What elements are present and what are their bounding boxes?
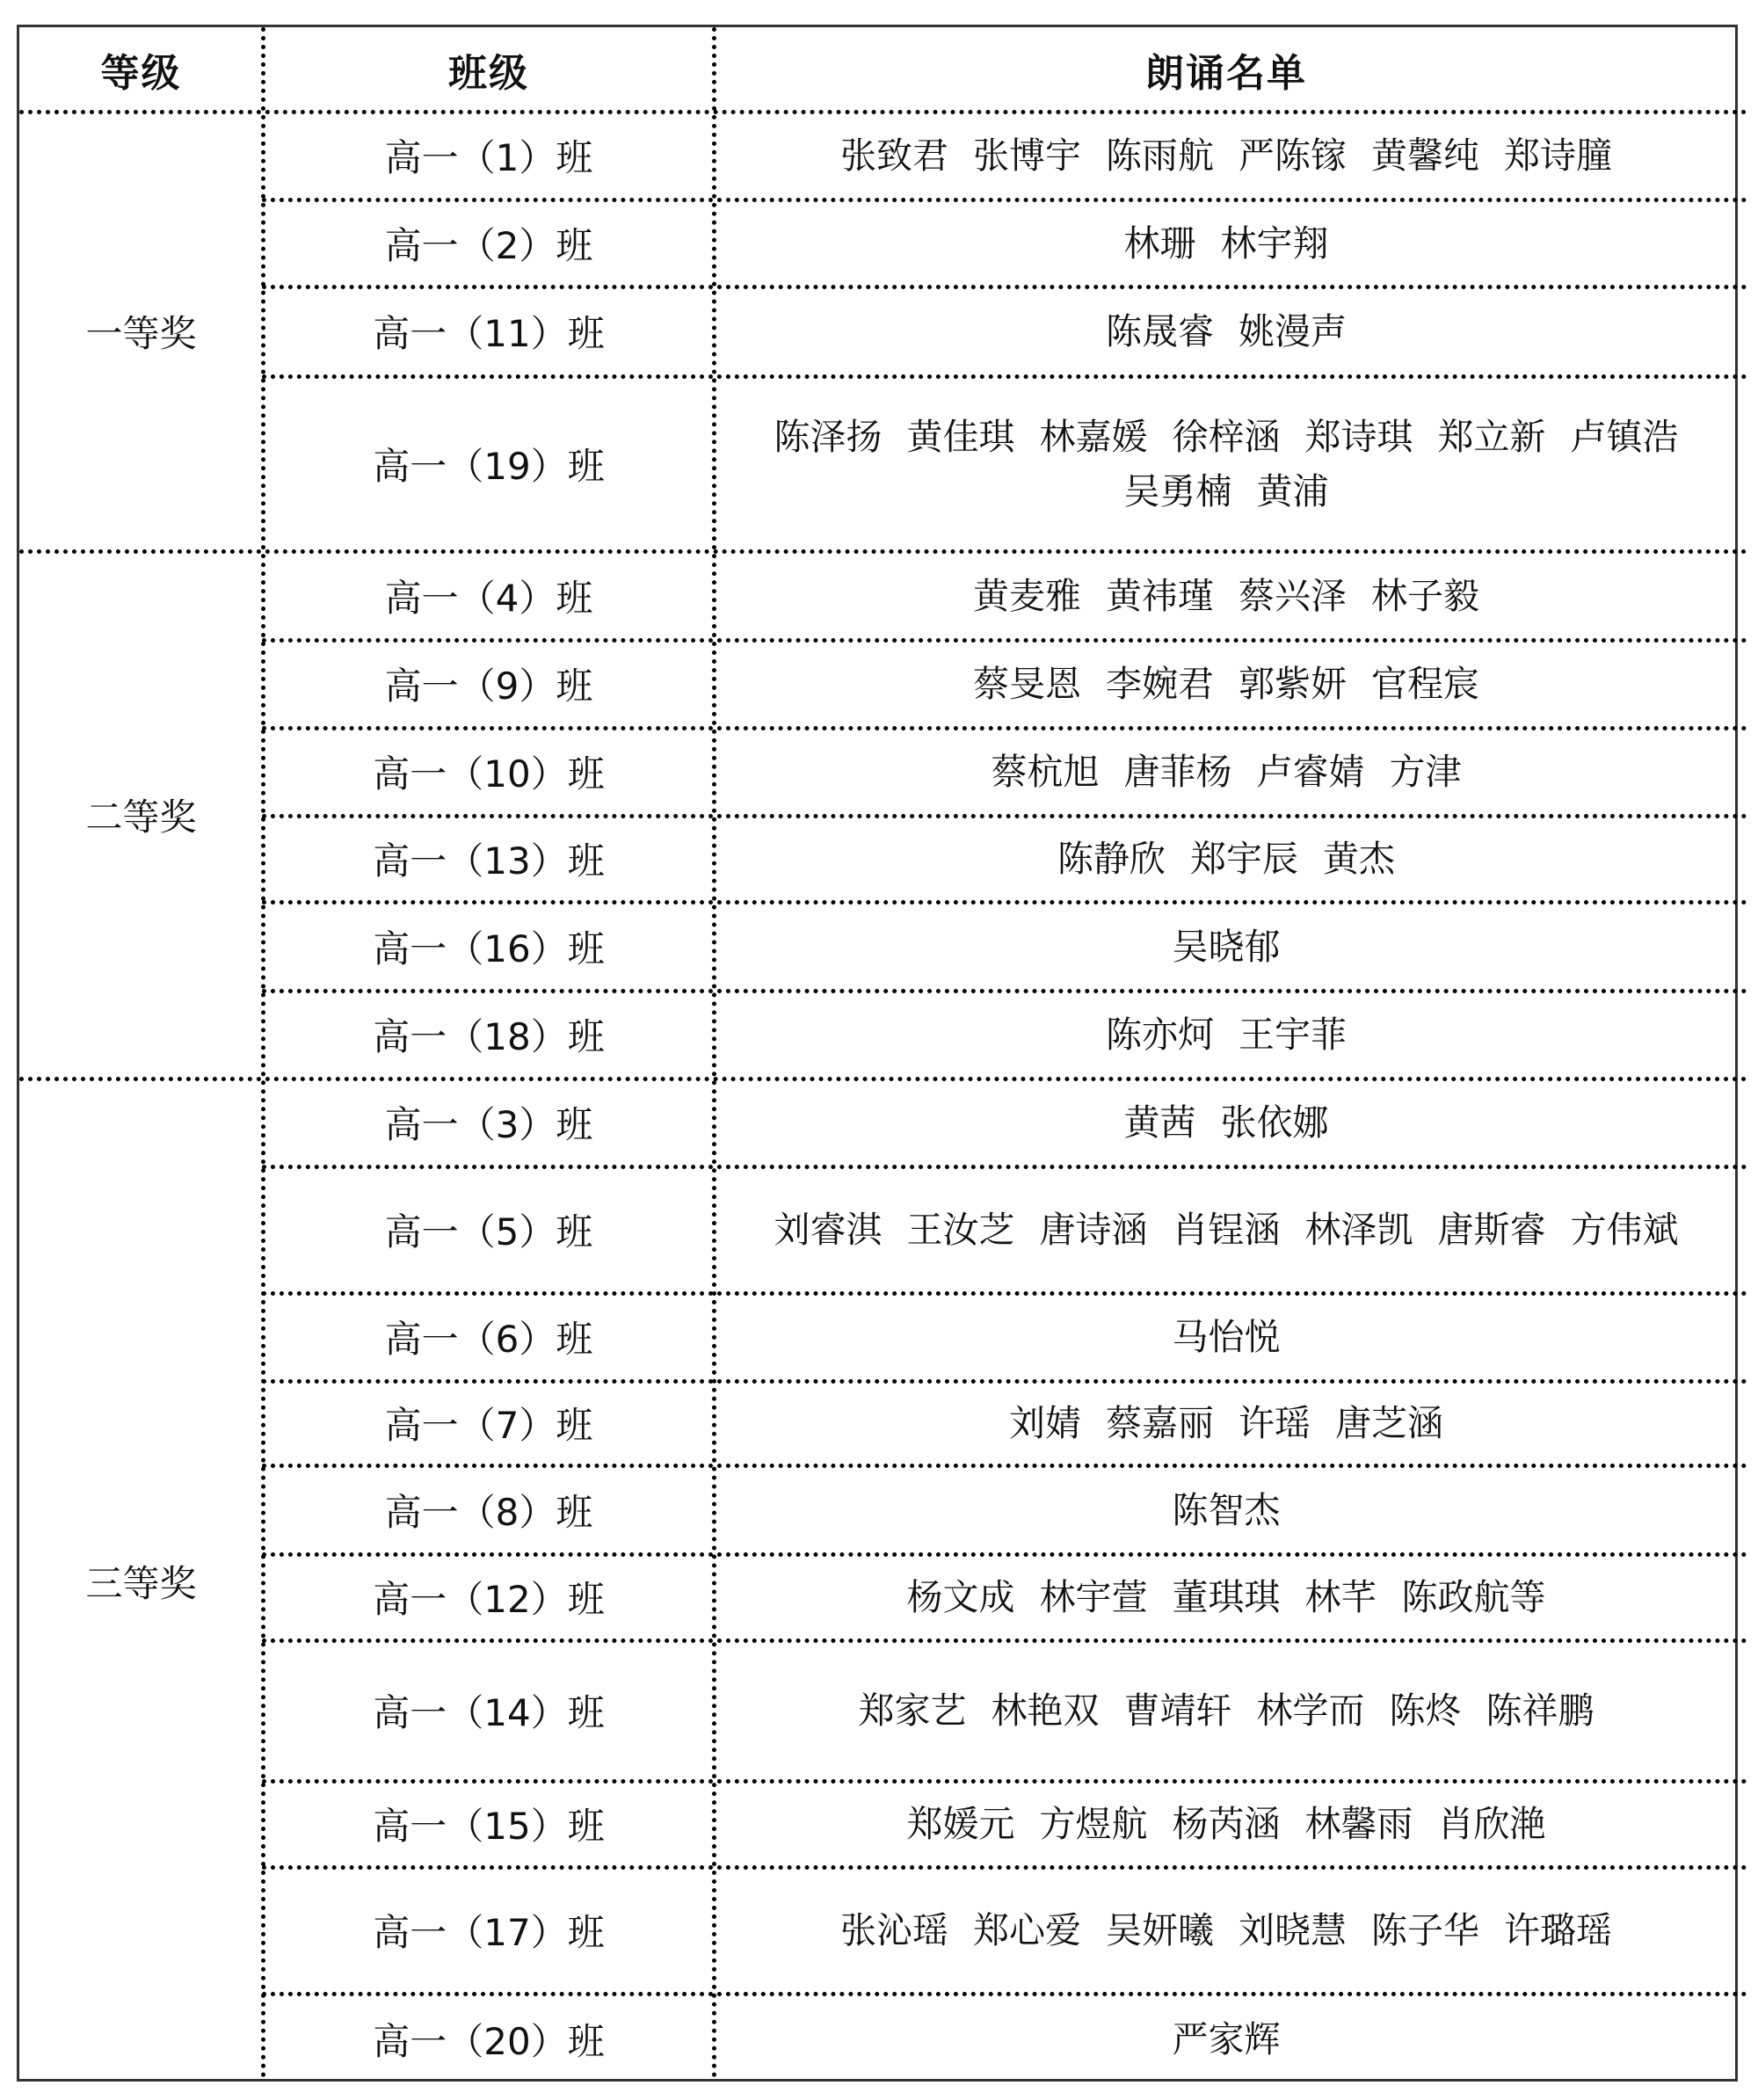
names-cell xyxy=(716,640,1736,728)
names-cell xyxy=(716,1994,1736,2084)
names-cell xyxy=(716,1381,1736,1465)
student-name: 唐诗涵 xyxy=(1039,1209,1148,1251)
student-name: 郑立新 xyxy=(1437,415,1546,458)
class-cell: 高一（19）班 xyxy=(373,444,605,488)
student-name: 卢镇浩 xyxy=(1570,415,1679,458)
student-name: 杨芮涵 xyxy=(1172,1803,1281,1845)
student-name: 刘睿淇 xyxy=(774,1209,883,1251)
student-name: 许瑶 xyxy=(1239,1402,1311,1444)
class-cell: 高一（14）班 xyxy=(373,1691,605,1734)
student-name: 林嘉媛 xyxy=(1039,415,1148,458)
header-list: 朗诵名单 xyxy=(1145,51,1307,96)
student-name: 黄麦雅 xyxy=(973,574,1081,617)
names-list xyxy=(1093,1007,1359,1062)
student-name: 王汝芝 xyxy=(906,1209,1015,1251)
names-cell xyxy=(716,1554,1736,1640)
names-cell xyxy=(716,287,1736,376)
student-name: 郑家艺 xyxy=(858,1689,967,1732)
student-name: 卢睿婧 xyxy=(1256,751,1365,793)
student-name: 刘婧 xyxy=(1009,1402,1081,1444)
grade-cell: 三等奖 xyxy=(85,1562,197,1605)
student-name: 刘晓慧 xyxy=(1239,1909,1347,1951)
names-cell xyxy=(716,991,1736,1079)
names-cell xyxy=(716,376,1736,551)
student-name: 严陈镓 xyxy=(1239,134,1347,177)
class-cell: 高一（17）班 xyxy=(373,1911,605,1954)
student-name: 唐菲杨 xyxy=(1123,751,1232,793)
student-name: 蔡嘉丽 xyxy=(1106,1402,1214,1444)
student-name: 张依娜 xyxy=(1220,1101,1329,1144)
names-cell xyxy=(716,200,1736,287)
student-name: 林艳双 xyxy=(991,1689,1100,1732)
names-cell xyxy=(716,112,1736,200)
names-cell xyxy=(716,1867,1736,1994)
student-name: 张沁瑶 xyxy=(840,1909,948,1951)
student-name: 吴勇楠 xyxy=(1123,469,1232,512)
class-cell: 高一（15）班 xyxy=(373,1805,605,1848)
student-name: 林宇萱 xyxy=(1039,1576,1148,1618)
names-list xyxy=(1112,1095,1341,1150)
student-name: 张致君 xyxy=(840,134,948,177)
names-cell xyxy=(716,1640,1736,1781)
class-cell: 高一（5）班 xyxy=(384,1210,593,1253)
names-list xyxy=(1045,832,1407,886)
names-list xyxy=(1112,216,1341,271)
student-name: 姚漫声 xyxy=(1239,310,1347,352)
student-name: 肖锃涵 xyxy=(1172,1209,1281,1251)
award-table xyxy=(17,25,1738,2082)
student-name: 林馨雨 xyxy=(1304,1803,1413,1845)
student-name: 唐斯睿 xyxy=(1437,1209,1546,1251)
student-name: 肖欣滟 xyxy=(1437,1803,1546,1845)
grade-cell: 二等奖 xyxy=(85,796,197,839)
student-name: 黄祎瑾 xyxy=(1106,574,1214,617)
student-name: 林芊 xyxy=(1304,1576,1377,1618)
student-name: 郑心爱 xyxy=(973,1909,1081,1951)
class-cell: 高一（6）班 xyxy=(384,1318,593,1361)
student-name: 黄佳琪 xyxy=(906,415,1015,458)
student-name: 严家辉 xyxy=(1172,2017,1281,2060)
student-name: 蔡旻恩 xyxy=(973,663,1081,705)
student-name: 林泽凯 xyxy=(1304,1209,1413,1251)
student-name: 吴晓郁 xyxy=(1172,925,1281,968)
class-cell: 高一（8）班 xyxy=(384,1490,593,1534)
student-name: 陈祥鹏 xyxy=(1486,1689,1595,1732)
names-cell xyxy=(716,1079,1736,1166)
student-name: 林学而 xyxy=(1256,1689,1365,1732)
student-name: 许璐瑶 xyxy=(1504,1909,1612,1951)
names-cell xyxy=(716,1293,1736,1381)
student-name: 方伟斌 xyxy=(1570,1209,1679,1251)
class-cell: 高一（13）班 xyxy=(373,839,605,883)
class-cell: 高一（9）班 xyxy=(384,665,593,708)
names-list xyxy=(1160,1310,1293,1364)
student-name: 徐梓涵 xyxy=(1172,415,1281,458)
names-cell xyxy=(716,1781,1736,1867)
class-cell: 高一（1）班 xyxy=(384,136,593,179)
student-name: 陈子华 xyxy=(1371,1909,1479,1951)
class-cell: 高一（2）班 xyxy=(384,223,593,267)
student-name: 林宇翔 xyxy=(1220,222,1329,265)
student-name: 陈泽扬 xyxy=(774,415,883,458)
names-list xyxy=(739,410,1713,519)
class-cell: 高一（20）班 xyxy=(373,2019,605,2063)
student-name: 郑媛元 xyxy=(906,1803,1015,1845)
class-cell: 高一（16）班 xyxy=(373,926,605,970)
names-list xyxy=(1160,2012,1293,2067)
student-name: 蔡兴泽 xyxy=(1239,574,1347,617)
student-name: 郑宇辰 xyxy=(1190,838,1298,880)
student-name: 张博宇 xyxy=(973,134,1081,177)
student-name: 黄杰 xyxy=(1323,838,1395,880)
student-name: 董琪琪 xyxy=(1172,1576,1281,1618)
names-list xyxy=(1093,304,1359,359)
class-cell: 高一（3）班 xyxy=(384,1103,593,1146)
student-name: 李婉君 xyxy=(1106,663,1214,705)
names-list xyxy=(979,745,1474,799)
student-name: 林子毅 xyxy=(1371,574,1479,617)
student-name: 黄馨纯 xyxy=(1371,134,1479,177)
class-cell: 高一（7）班 xyxy=(384,1404,593,1447)
student-name: 郑诗琪 xyxy=(1304,415,1413,458)
header-grade: 等级 xyxy=(100,51,182,96)
class-cell: 高一（18）班 xyxy=(373,1015,605,1058)
names-list xyxy=(895,1570,1558,1624)
names-cell xyxy=(716,1465,1736,1554)
grade-cell: 一等奖 xyxy=(85,312,197,355)
names-cell xyxy=(716,1166,1736,1293)
names-list xyxy=(895,1797,1558,1851)
student-name: 黄浦 xyxy=(1256,469,1329,512)
class-cell: 高一（4）班 xyxy=(384,576,593,620)
student-name: 陈政航等 xyxy=(1401,1576,1546,1618)
student-name: 方津 xyxy=(1389,751,1462,793)
class-cell: 高一（10）班 xyxy=(373,752,605,796)
class-cell: 高一（11）班 xyxy=(373,312,605,355)
names-list xyxy=(828,1903,1624,1958)
student-name: 唐芝涵 xyxy=(1335,1402,1443,1444)
names-list xyxy=(961,569,1492,623)
names-list xyxy=(1160,919,1293,974)
names-cell xyxy=(716,551,1736,640)
student-name: 方煜航 xyxy=(1039,1803,1148,1845)
student-name: 陈智杰 xyxy=(1172,1488,1281,1531)
student-name: 曹靖轩 xyxy=(1123,1689,1232,1732)
class-cell: 高一（12）班 xyxy=(373,1578,605,1621)
names-list xyxy=(961,657,1492,711)
names-list xyxy=(1160,1483,1293,1537)
names-list xyxy=(997,1396,1456,1450)
student-name: 林珊 xyxy=(1123,222,1196,265)
student-name: 吴妍曦 xyxy=(1106,1909,1214,1951)
student-name: 杨文成 xyxy=(906,1576,1015,1618)
student-name: 蔡杭旭 xyxy=(991,751,1100,793)
student-name: 马怡悦 xyxy=(1172,1316,1281,1358)
student-name: 王宇菲 xyxy=(1239,1014,1347,1056)
names-list xyxy=(828,128,1624,183)
names-list xyxy=(846,1683,1607,1738)
student-name: 官程宸 xyxy=(1371,663,1479,705)
names-cell xyxy=(716,902,1736,991)
student-name: 陈炵 xyxy=(1389,1689,1462,1732)
student-name: 陈晟睿 xyxy=(1106,310,1214,352)
student-name: 郭紫妍 xyxy=(1239,663,1347,705)
header-class: 班级 xyxy=(448,51,529,96)
names-cell xyxy=(716,728,1736,816)
student-name: 陈雨航 xyxy=(1106,134,1214,177)
student-name: 黄茜 xyxy=(1123,1101,1196,1144)
student-name: 陈亦炣 xyxy=(1106,1014,1214,1056)
names-list xyxy=(762,1203,1691,1257)
student-name: 郑诗朣 xyxy=(1504,134,1612,177)
student-name: 陈静欣 xyxy=(1057,838,1166,880)
names-cell xyxy=(716,816,1736,902)
